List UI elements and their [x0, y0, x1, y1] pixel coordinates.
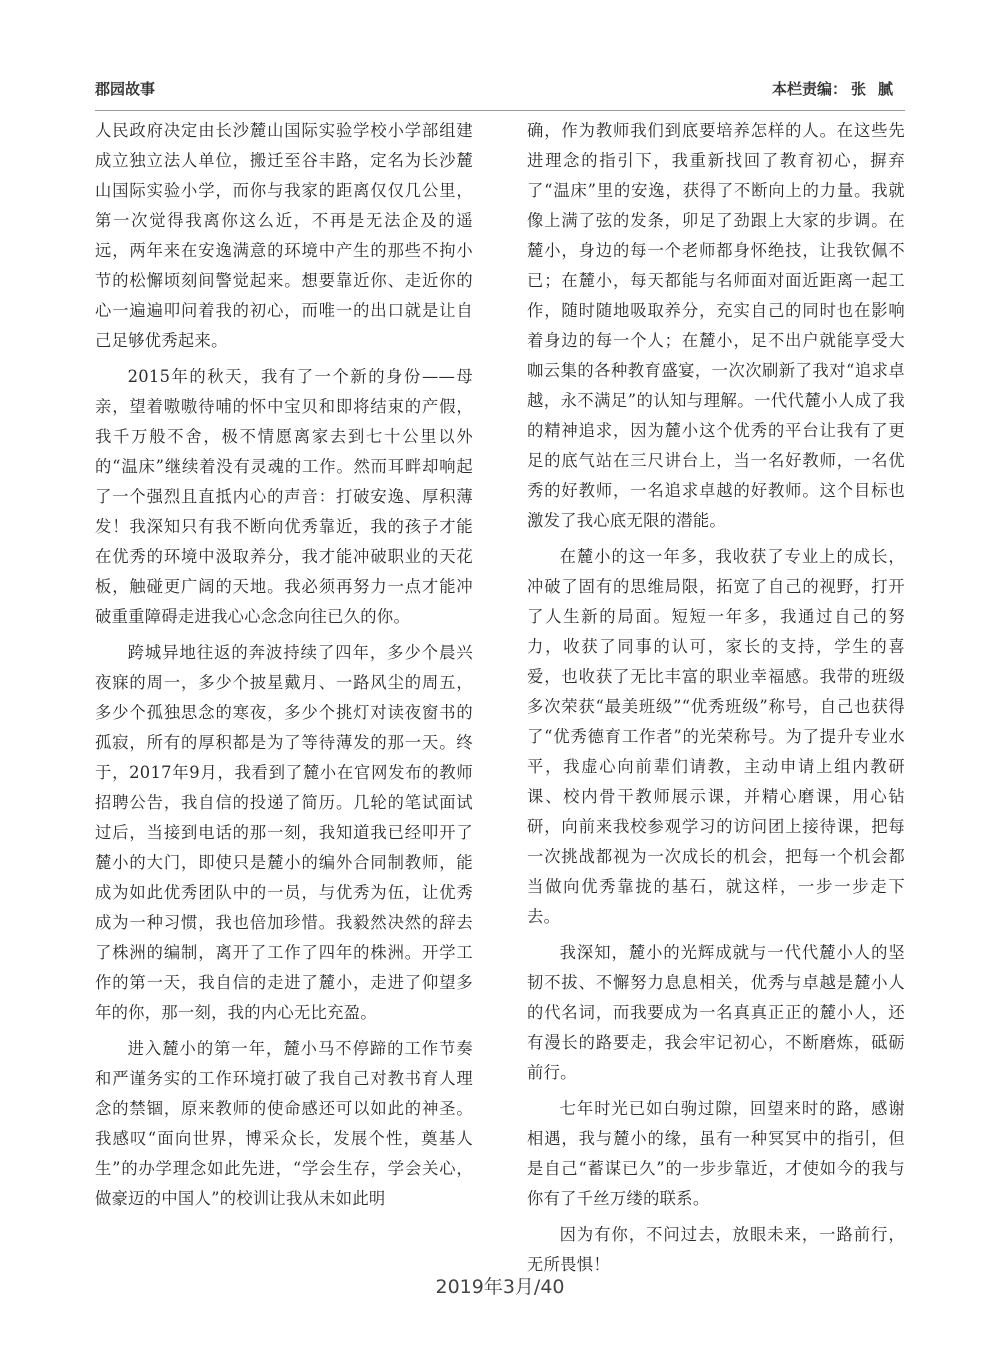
page-header [95, 70, 905, 111]
article-paragraph: 七年时光已如白驹过隙，回望来时的路，感谢相遇，我与麓小的缘，虽有一种冥冥中的指引，但是自己“蓄谋已久”的一步步靠近，才使如今的我与你有了千丝万缕的联系。 [527, 1099, 905, 1208]
right-column [527, 116, 905, 1280]
article-paragraph: 在麓小的这一年多，我收获了专业上的成长，冲破了固有的思维局限，拓宽了自己的视野，打开了人生新的局面。短短一年多，我通过自己的努力，收获了同事的认可，家长的支持，学生的喜爱，也收获了无比丰富的职业幸福感。我带的班级多次荣获“最美班级”“优秀班级”称号，自己也获得了“优秀德育工作者”的光荣称号。为了提升专业水平，我虚心向前辈们请教，主动申请上组内教研课、校内骨干教师展示课，并精心磨课，用心钻研，向前来我校参观学习的访问团上接待课，把每一次挑战都视为一次成长的机会，把每一个机会都当做向优秀靠拢的基石，就这样，一步一步走下去。 [527, 547, 905, 926]
article-paragraph: 人民政府决定由长沙麓山国际实验学校小学部组建成立独立法人单位，搬迁至谷丰路，定名为长沙麓山国际实验小学，而你与我家的距离仅仅几公里，第一次觉得我离你这么近，不再是无法企及的遥远，两年来在安逸满意的环境中产生的那些不拘小节的松懈顷刻间警觉起来。想要靠近你、走近你的心一遍遍叩问着我的初心，而唯一的出口就是让自己足够优秀起来。 [95, 121, 473, 350]
editor-label: 本栏责编： [771, 80, 847, 98]
left-column [95, 116, 473, 1214]
article-paragraph: 进入麓小的第一年，麓小马不停蹄的工作节奏和严谨务实的工作环境打破了我自己对教书育人理念的禁锢，原来教师的使命感还可以如此的神圣。我感叹“面向世界，博采众长，发展个性，奠基人生”的办学理念如此先进，“学会生存，学会关心，做豪迈的中国人”的校训让我从未如此明 [95, 1039, 473, 1208]
article-paragraph: 我深知，麓小的光辉成就与一代代麓小人的坚韧不拔、不懈努力息息相关，优秀与卓越是麓小人的代名词，而我要成为一名真真正正的麓小人，还有漫长的路要走，我会牢记初心，不断磨炼，砥砺前行。 [527, 943, 905, 1082]
editor-name: 张腻 [850, 80, 905, 98]
article-paragraph: 跨城异地往返的奔波持续了四年，多少个晨兴夜寐的周一，多少个披星戴月、一路风尘的周五，多少个孤独思念的寒夜，多少个挑灯对读夜窗书的孤寂，所有的厚积都是为了等待薄发的那一天。终于，2017年9月，我看到了麓小在官网发布的教师招聘公告，我自信的投递了简历。几轮的笔试面试过后，当接到电话的那一刻，我知道我已经叩开了麓小的大门，即使只是麓小的编外合同制教师，能成为如此优秀团队中的一员，与优秀为伍，让优秀成为一种习惯，我也倍加珍惜。我毅然决然的辞去了株洲的编制，离开了工作了四年的株洲。开学工作的第一天，我自信的走进了麓小，走进了仰望多年的你，那一刻，我的内心无比充盈。 [95, 643, 473, 1022]
section-title: 郡园故事 [95, 80, 156, 98]
article-paragraph: 因为有你，不问过去，放眼未来，一路前行，无所畏惧！ [527, 1225, 905, 1274]
article-paragraph: 2015年的秋天，我有了一个新的身份——母亲，望着嗷嗷待哺的怀中宝贝和即将结束的产假，我千万般不舍，极不情愿离家去到七十公里以外的“温床”继续着没有灵魂的工作。然而耳畔却响起了一个强烈且直抵内心的声音：打破安逸、厚积薄发！我深知只有我不断向优秀靠近，我的孩子才能在优秀的环境中汲取养分，我才能冲破职业的天花板，触碰更广阔的天地。我必须再努力一点才能冲破重重障碍走进我心心念念向往已久的你。 [95, 367, 473, 626]
page-footer: 2019年3月/40 [435, 1276, 565, 1298]
editor-credit [772, 78, 905, 99]
article-paragraph: 确，作为教师我们到底要培养怎样的人。在这些先进理念的指引下，我重新找回了教育初心，摒弃了“温床”里的安逸，获得了不断向上的力量。我就像上满了弦的发条，卯足了劲跟上大家的步调。在麓小，身边的每一个老师都身怀绝技，让我钦佩不已；在麓小，每天都能与名师面对面近距离一起工作，随时随地吸取养分，充实自己的同时也在影响着身边的每一个人；在麓小，足不出户就能享受大咖云集的各种教育盛宴，一次次刷新了我对“追求卓越，永不满足”的认知与理解。一代代麓小人成了我的精神追求，因为麓小这个优秀的平台让我有了更足的底气站在三尺讲台上，当一名好教师，一名优秀的好教师，一名追求卓越的好教师。这个目标也激发了我心底无限的潜能。 [527, 121, 905, 530]
